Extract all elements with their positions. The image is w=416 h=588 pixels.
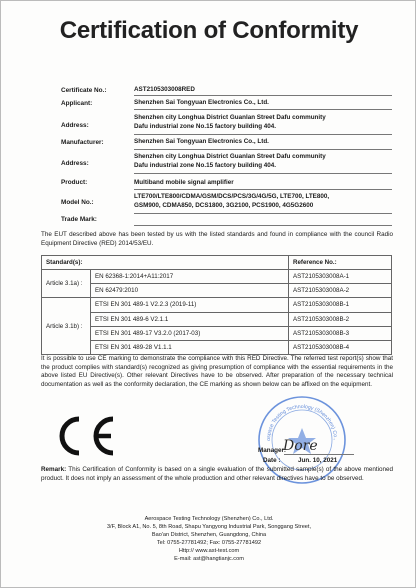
intro-paragraph: The EUT described above has been tested by us with the listed standards and found in compliance with the council Radio Equipment Directive (RED) 2014/53/EU.: [41, 231, 393, 247]
model-line2: GSM900, CDMA850, DCS1800, 3G2100, PCS1900, 4G5G2600: [134, 202, 314, 209]
manufacturer-address-label: Address:: [61, 160, 89, 167]
standards-table: [41, 255, 392, 355]
reference-cell: AST2105303008A-2: [289, 284, 392, 298]
table-row: [42, 340, 392, 354]
footer-email: E-mail: ast@hangtianjc.com: [174, 556, 244, 562]
article-3-1a: Article 3.1a) :: [42, 270, 91, 298]
ce-paragraph: It is possible to use CE marking to demonstrate the compliance with this RED Directive. The referred test report(s) show that the product complies with standard(s) recognized as giving presumption of compliance with the essential requirements in the above listed EU Directive(s). Other relevant Directives have to be observed. After preparation of the necessary technical documentation as well as the conformity declaration, the CE marking as shown below can be affixed on the equipment.: [41, 355, 393, 389]
table-row: [42, 326, 392, 340]
reference-cell: AST2105303008B-2: [289, 312, 392, 326]
table-row: [42, 312, 392, 326]
table-row: [42, 298, 392, 312]
divider: [134, 173, 392, 174]
manufacturer-value: Shenzhen Sai Tongyuan Electronics Co., Ltd.: [134, 138, 269, 145]
divider: [134, 213, 392, 214]
manufacturer-address-line2: Dafu industrial zone No.15 factory building 404.: [134, 162, 277, 169]
trademark-label: Trade Mark:: [61, 216, 97, 223]
product-label: Product:: [61, 179, 88, 186]
standard-cell: ETSI EN 301 489-1 V2.2.3 (2019-11): [91, 298, 289, 312]
ce-mark-icon: [49, 413, 119, 459]
signature-line: [284, 454, 354, 455]
header-reference: Reference No.:: [289, 256, 392, 270]
certificate-no-value: AST2105303008RED: [134, 86, 195, 93]
divider: [134, 95, 392, 96]
footer-web: Http:// www.ast-test.com: [178, 548, 240, 554]
footer-company: Aerospace Testing Technology (Shenzhen) Co., Ltd.: [144, 516, 274, 522]
header-standards: Standard(s):: [42, 256, 289, 270]
divider: [134, 134, 392, 135]
table-header-row: [42, 256, 392, 270]
applicant-address-line1: Shenzhen city Longhua District Guanlan Street Dafu community: [134, 114, 326, 121]
footer-address-line2: Bao'an District, Shenzhen, Guangdong, China: [151, 532, 267, 538]
table-row: [42, 270, 392, 284]
reference-cell: AST2105303008B-4: [289, 340, 392, 354]
footer-address-line1: 3/F, Block A1, No. 5, 8th Road, Shapu Yangyong Industrial Park, Songgang Street,: [106, 524, 312, 530]
divider: [134, 225, 392, 226]
remark-paragraph: [41, 466, 393, 483]
manufacturer-label: Manufacturer:: [61, 139, 104, 146]
remark-text: This Certification of Conformity is based on a single evaluation of the submitted sample(s) of the above mentioned product. It does not imply an assessment of the whole production and other relevant directives have to be observed.: [41, 466, 393, 482]
certificate-title: Certification of Conformity: [59, 17, 359, 44]
article-3-1b: Article 3.1b) :: [42, 298, 91, 355]
model-label: Model No.:: [61, 199, 94, 206]
table-row: [42, 284, 392, 298]
remark-label: Remark:: [41, 466, 67, 473]
divider: [134, 149, 392, 150]
manager-signature: Dore: [283, 438, 318, 454]
date-value: Jun. 10, 2021: [298, 457, 338, 464]
footer-phone: Tel: 0755-27781492; Fax: 0755-27781492: [156, 540, 262, 546]
reference-cell: AST2105303008B-3: [289, 326, 392, 340]
standard-cell: ETSI EN 301 489-17 V3.2.0 (2017-03): [91, 326, 289, 340]
standard-cell: ETSI EN 301 489-28 V1.1.1: [91, 340, 289, 354]
standard-cell: ETSI EN 301 489-6 V2.1.1: [91, 312, 289, 326]
reference-cell: AST2105303008B-1: [289, 298, 392, 312]
svg-text:Aerospace Testing Technology (: [256, 394, 338, 441]
applicant-value: Shenzhen Sai Tongyuan Electronics Co., Ltd.: [134, 99, 269, 106]
manufacturer-address-line1: Shenzhen city Longhua District Guanlan Street Dafu community: [134, 153, 326, 160]
standard-cell: EN 62368-1:2014+A11:2017: [91, 270, 289, 284]
standard-cell: EN 62479:2010: [91, 284, 289, 298]
date-label: Date :: [263, 457, 281, 464]
footer: [1, 515, 416, 563]
certificate-no-label: Certificate No.:: [61, 87, 107, 94]
stamp-text: ospace Testing Technology (Shenzhen) Co.,: [265, 403, 339, 441]
applicant-address-label: Address:: [61, 122, 89, 129]
divider: [134, 189, 392, 190]
model-line1: LTE700/LTE800/CDMA/GSM/DCS/PCS/3G/4G/5G, LTE700, LTE800,: [134, 193, 330, 200]
divider: [134, 109, 392, 110]
product-value: Multiband mobile signal amplifier: [134, 179, 234, 186]
reference-cell: AST2105303008A-1: [289, 270, 392, 284]
manager-label: Manager:: [258, 447, 286, 454]
applicant-address-line2: Dafu industrial zone No.15 factory building 404.: [134, 123, 277, 130]
applicant-label: Applicant:: [61, 100, 93, 107]
